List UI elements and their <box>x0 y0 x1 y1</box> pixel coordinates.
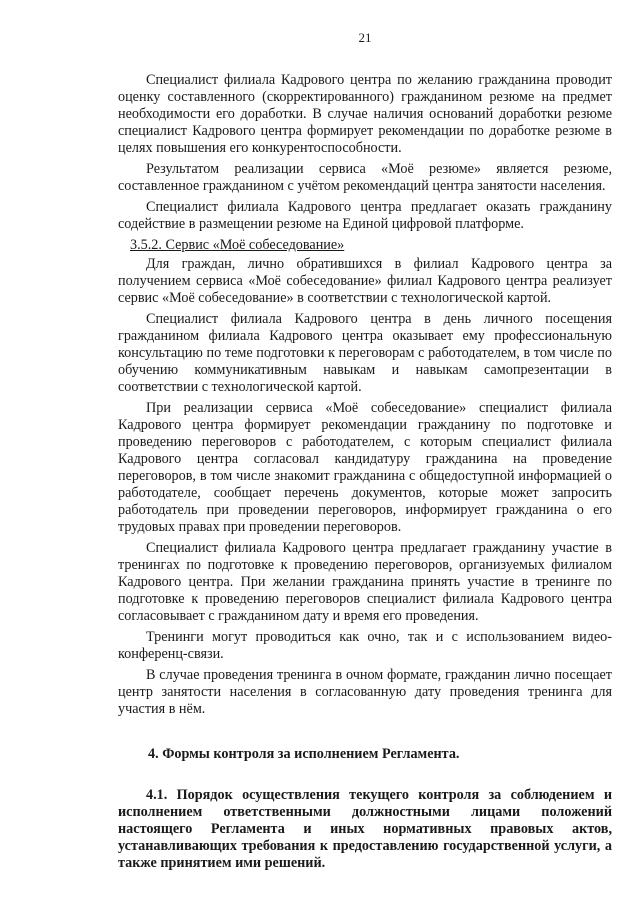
paragraph-resume-result: Результатом реализации сервиса «Моё резюме» является резюме, составленное гражданином с учётом рекомендаций центра занятости населения. <box>118 161 612 194</box>
paragraph-resume-review: Специалист филиала Кадрового центра по желанию гражданина проводит оценку составленного (скорректированного) гражданином резюме на предмет необходимости его доработки. В случае наличия оснований доработки резюме специалист Кадрового центра формирует рекомендации по доработке резюме в целях повышения его конкурентоспособности. <box>118 72 612 156</box>
paragraph-interview-service: Для граждан, лично обратившихся в филиал Кадрового центра за получением сервиса «Моё собеседование» филиал Кадрового центра реализует сервис «Моё собеседование» в соответствии с технологической картой. <box>118 256 612 306</box>
page-number: 21 <box>358 30 372 45</box>
paragraph-trainings-offer: Специалист филиала Кадрового центра предлагает гражданину участие в тренингах по подготовке к проведению переговоров, организуемых филиалом Кадрового центра. При желании гражданина принять участие в тренинге по подготовке к проведению переговоров специалист филиала Кадрового центра согласовывает с гражданином дату и время его проведения. <box>118 540 612 624</box>
paragraph-interview-recommendations: При реализации сервиса «Моё собеседование» специалист филиала Кадрового центра формирует рекомендации гражданину по подготовке и проведению переговоров с работодателем, с которым специалист филиала Кадрового центра согласовал кандидатуру гражданина на проведение переговоров, в том числе знакомит гражданина с общедоступной информацией о работодателе, сообщает перечень документов, которые может запросить работодатель при проведении переговоров, информирует гражданина о его трудовых правах при проведении переговоров. <box>118 400 612 535</box>
document-body <box>118 72 612 872</box>
paragraph-resume-platform: Специалист филиала Кадрового центра предлагает оказать гражданину содействие в размещении резюме на Единой цифровой платформе. <box>118 199 612 232</box>
paragraph-trainings-format: Тренинги могут проводиться как очно, так и с использованием видео-конференц-связи. <box>118 629 612 662</box>
section-paragraph: 4.1. Порядок осуществления текущего контроля за соблюдением и исполнением ответственными должностными лицами положений настоящего Регламента и иных нормативных правовых актов, устанавливающих требования к предоставлению государственной услуги, а также принятием ими решений. <box>118 787 612 871</box>
section-title: 4. Формы контроля за исполнением Регламента. <box>148 746 460 762</box>
paragraph-trainings-inperson: В случае проведения тренинга в очном формате, гражданин лично посещает центр занятости населения в согласованную дату проведения тренинга для участия в нём. <box>118 667 612 717</box>
subsection-title: 3.5.2. Сервис «Моё собеседование» <box>130 237 345 253</box>
paragraph-interview-consultation: Специалист филиала Кадрового центра в день личного посещения гражданином филиала Кадрового центра оказывает ему профессиональную консультацию по теме подготовки к переговорам с работодателем, в том числе по обучению коммуникативным навыкам и навыкам самопрезентации в соответствии с технологической картой. <box>118 311 612 395</box>
